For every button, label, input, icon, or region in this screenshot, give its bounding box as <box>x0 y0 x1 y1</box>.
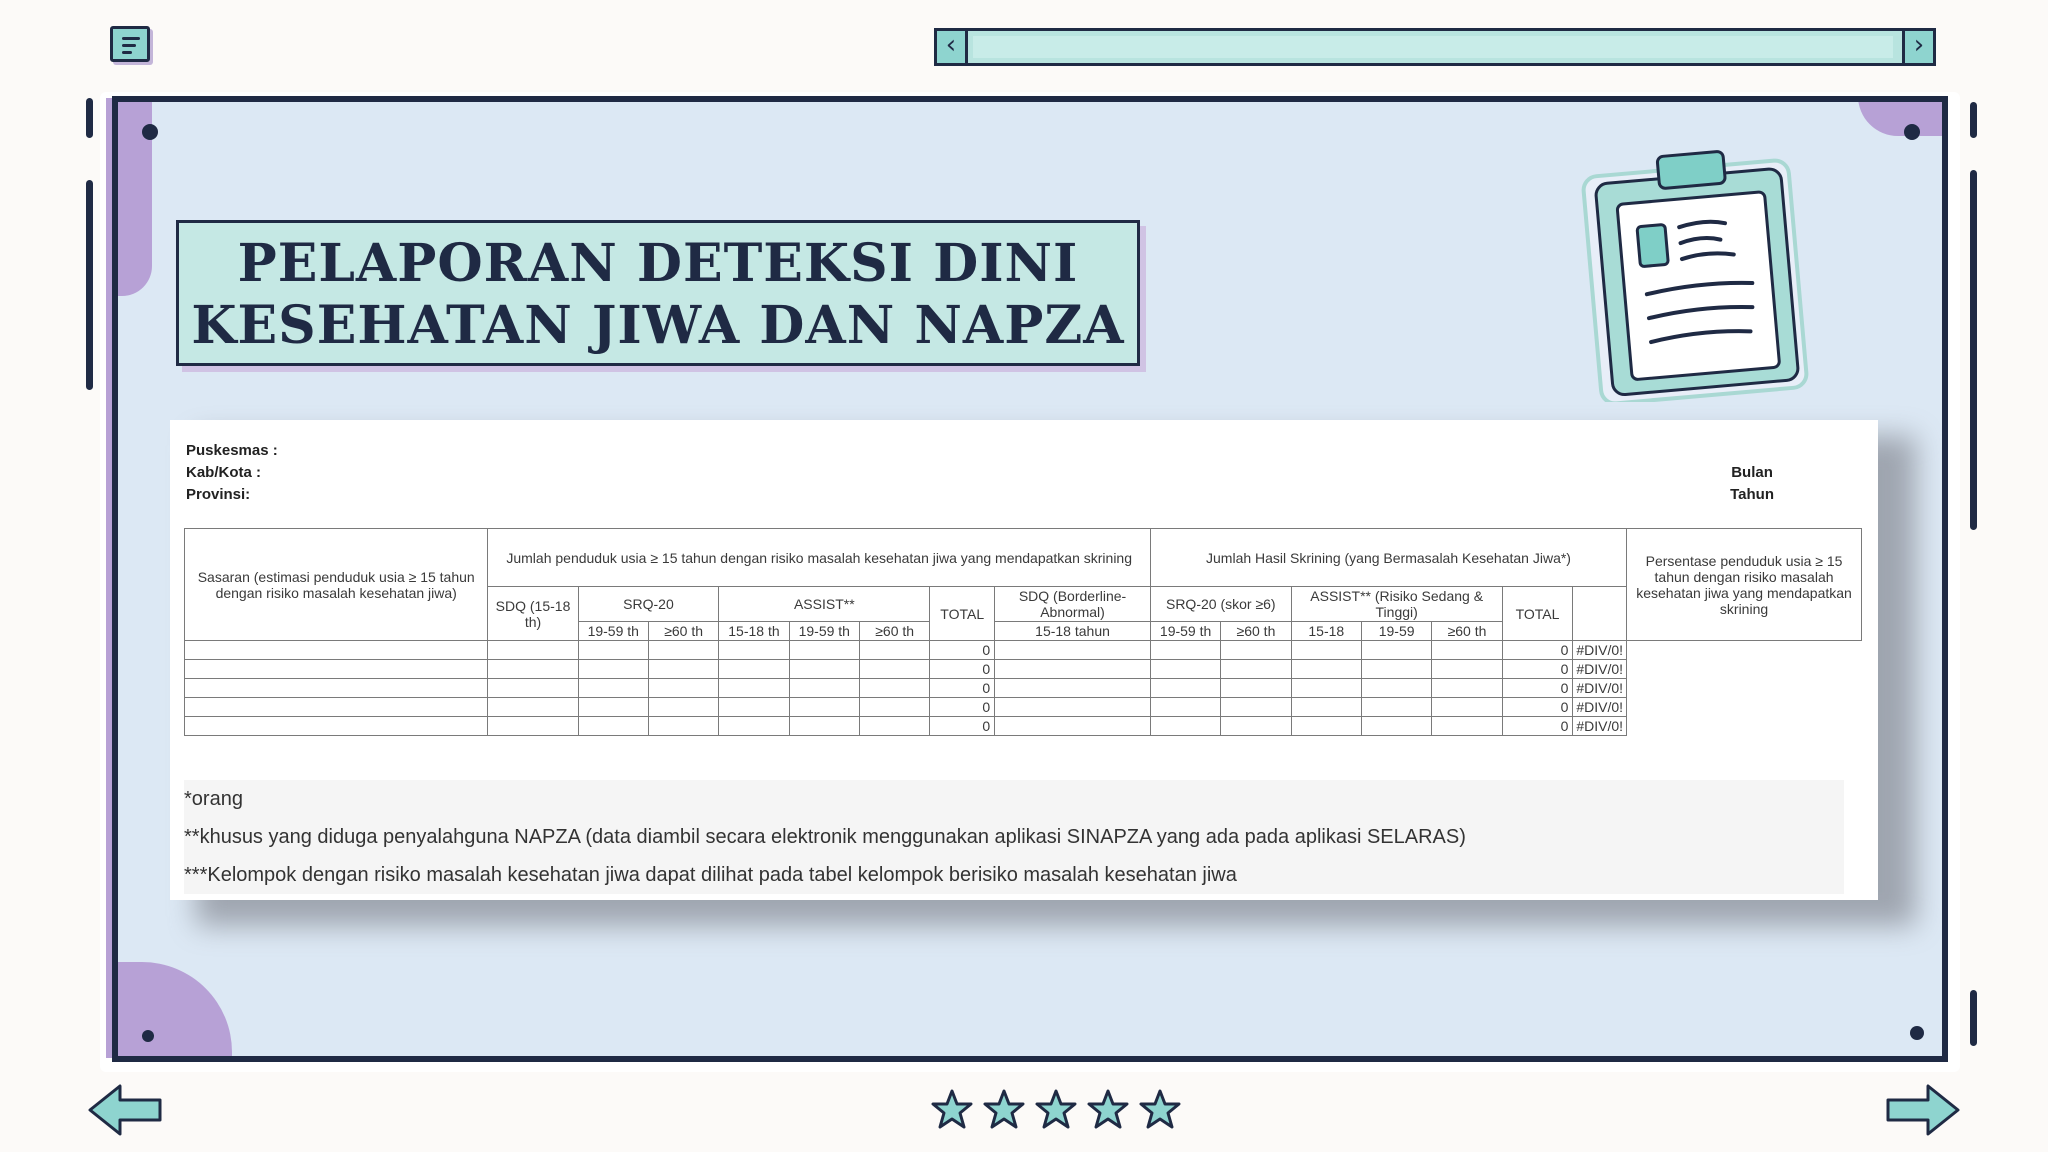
title-line-1: PELAPORAN DETEKSI DINI <box>237 233 1079 294</box>
header-jumlah-hasil: Jumlah Hasil Skrining (yang Bermasalah Kesehatan Jiwa*) <box>1150 529 1626 587</box>
sheet-meta-right <box>1730 462 1774 506</box>
header-age: ≥60 th <box>648 622 718 641</box>
corner-decoration <box>1858 96 1948 136</box>
header-srq20: SRQ-20 <box>578 587 719 622</box>
frame-dot <box>1904 124 1920 140</box>
table-row <box>185 679 1862 698</box>
header-age: ≥60 th <box>1432 622 1502 641</box>
percentage-cell: #DIV/0! <box>1573 679 1627 698</box>
frame-dot <box>1910 1026 1924 1040</box>
header-age: ≥60 th <box>1221 622 1291 641</box>
percentage-cell: #DIV/0! <box>1573 660 1627 679</box>
title-box <box>176 220 1140 366</box>
arrow-left-icon[interactable] <box>86 1082 164 1138</box>
star-icon <box>982 1088 1026 1132</box>
header-sasaran: Sasaran (estimasi penduduk usia ≥ 15 tahun dengan risiko masalah kesehatan jiwa) <box>185 529 488 641</box>
table-row <box>185 641 1862 660</box>
page-title <box>179 233 1137 357</box>
puskesmas-label: Puskesmas : <box>186 442 278 459</box>
total-cell: 0 <box>930 641 995 660</box>
header-total-a: TOTAL <box>930 587 995 641</box>
header-srq20-skor: SRQ-20 (skor ≥6) <box>1150 587 1291 622</box>
header-sdq: SDQ (15-18 th) <box>488 587 578 641</box>
header-age: 19-59 <box>1361 622 1431 641</box>
header-assist: ASSIST** <box>719 587 930 622</box>
note-line: **khusus yang diduga penyalahguna NAPZA (data diambil secara elektronik menggunakan aplikasi SINAPZA yang ada pada aplikasi SELARAS) <box>184 826 1466 848</box>
star-icon <box>1034 1088 1078 1132</box>
header-age: 15-18 <box>1291 622 1361 641</box>
clipboard-icon <box>1580 142 1820 402</box>
header-persentase: Persentase penduduk usia ≥ 15 tahun dengan risiko masalah kesehatan jiwa yang mendapatkan skrining <box>1627 529 1862 641</box>
frame-dot <box>142 124 158 140</box>
chevron-left-icon[interactable]: ‹ <box>934 28 968 66</box>
header-age: 19-59 th <box>1150 622 1220 641</box>
header-age: ≥60 th <box>859 622 929 641</box>
total-cell: 0 <box>1502 641 1573 660</box>
frame-dot <box>142 1030 154 1042</box>
title-line-2: KESEHATAN JIWA DAN NAPZA <box>191 295 1125 356</box>
header-jumlah-penduduk: Jumlah penduduk usia ≥ 15 tahun dengan risiko masalah kesehatan jiwa yang mendapatkan skrining <box>488 529 1151 587</box>
table-row <box>185 717 1862 736</box>
header-total-b: TOTAL <box>1502 587 1573 641</box>
sheet-notes <box>184 780 1844 894</box>
report-table <box>184 528 1862 736</box>
note-line: *orang <box>184 788 243 810</box>
header-sdq-borderline: SDQ (Borderline-Abnormal) <box>995 587 1151 622</box>
header-age: 19-59 th <box>578 622 648 641</box>
header-age: 19-59 th <box>789 622 859 641</box>
tahun-label: Tahun <box>1730 486 1774 503</box>
table-row <box>185 698 1862 717</box>
star-icon <box>1086 1088 1130 1132</box>
chevron-right-icon[interactable]: › <box>1902 28 1936 66</box>
total-cell: 0 <box>1502 679 1573 698</box>
total-cell: 0 <box>930 717 995 736</box>
total-cell: 0 <box>930 698 995 717</box>
header-assist-risiko: ASSIST** (Risiko Sedang & Tinggi) <box>1291 587 1502 622</box>
total-cell: 0 <box>930 660 995 679</box>
header-age: 15-18 th <box>719 622 789 641</box>
kab-kota-label: Kab/Kota : <box>186 464 261 481</box>
horizontal-scrollbar[interactable] <box>934 28 1936 66</box>
percentage-cell: #DIV/0! <box>1573 698 1627 717</box>
total-cell: 0 <box>1502 660 1573 679</box>
scrollbar-thumb[interactable] <box>973 36 1893 58</box>
total-cell: 0 <box>1502 698 1573 717</box>
decorative-line <box>1970 990 1977 1046</box>
header-age: 15-18 tahun <box>995 622 1151 641</box>
decorative-line <box>1970 170 1977 530</box>
decorative-line <box>86 98 93 138</box>
star-icon <box>930 1088 974 1132</box>
report-spreadsheet <box>170 420 1878 900</box>
percentage-cell: #DIV/0! <box>1573 717 1627 736</box>
table-row <box>185 660 1862 679</box>
arrow-right-icon[interactable] <box>1884 1082 1962 1138</box>
decorative-line <box>1970 102 1977 138</box>
menu-icon[interactable] <box>110 26 150 62</box>
sheet-meta <box>186 440 278 506</box>
corner-decoration <box>112 962 232 1062</box>
star-icon <box>1138 1088 1182 1132</box>
total-cell: 0 <box>1502 717 1573 736</box>
total-cell: 0 <box>930 679 995 698</box>
note-line: ***Kelompok dengan risiko masalah kesehatan jiwa dapat dilihat pada tabel kelompok berisiko masalah kesehatan jiwa <box>184 864 1237 886</box>
provinsi-label: Provinsi: <box>186 486 251 503</box>
bulan-label: Bulan <box>1731 464 1773 481</box>
percentage-cell: #DIV/0! <box>1573 641 1627 660</box>
decorative-line <box>86 180 93 390</box>
